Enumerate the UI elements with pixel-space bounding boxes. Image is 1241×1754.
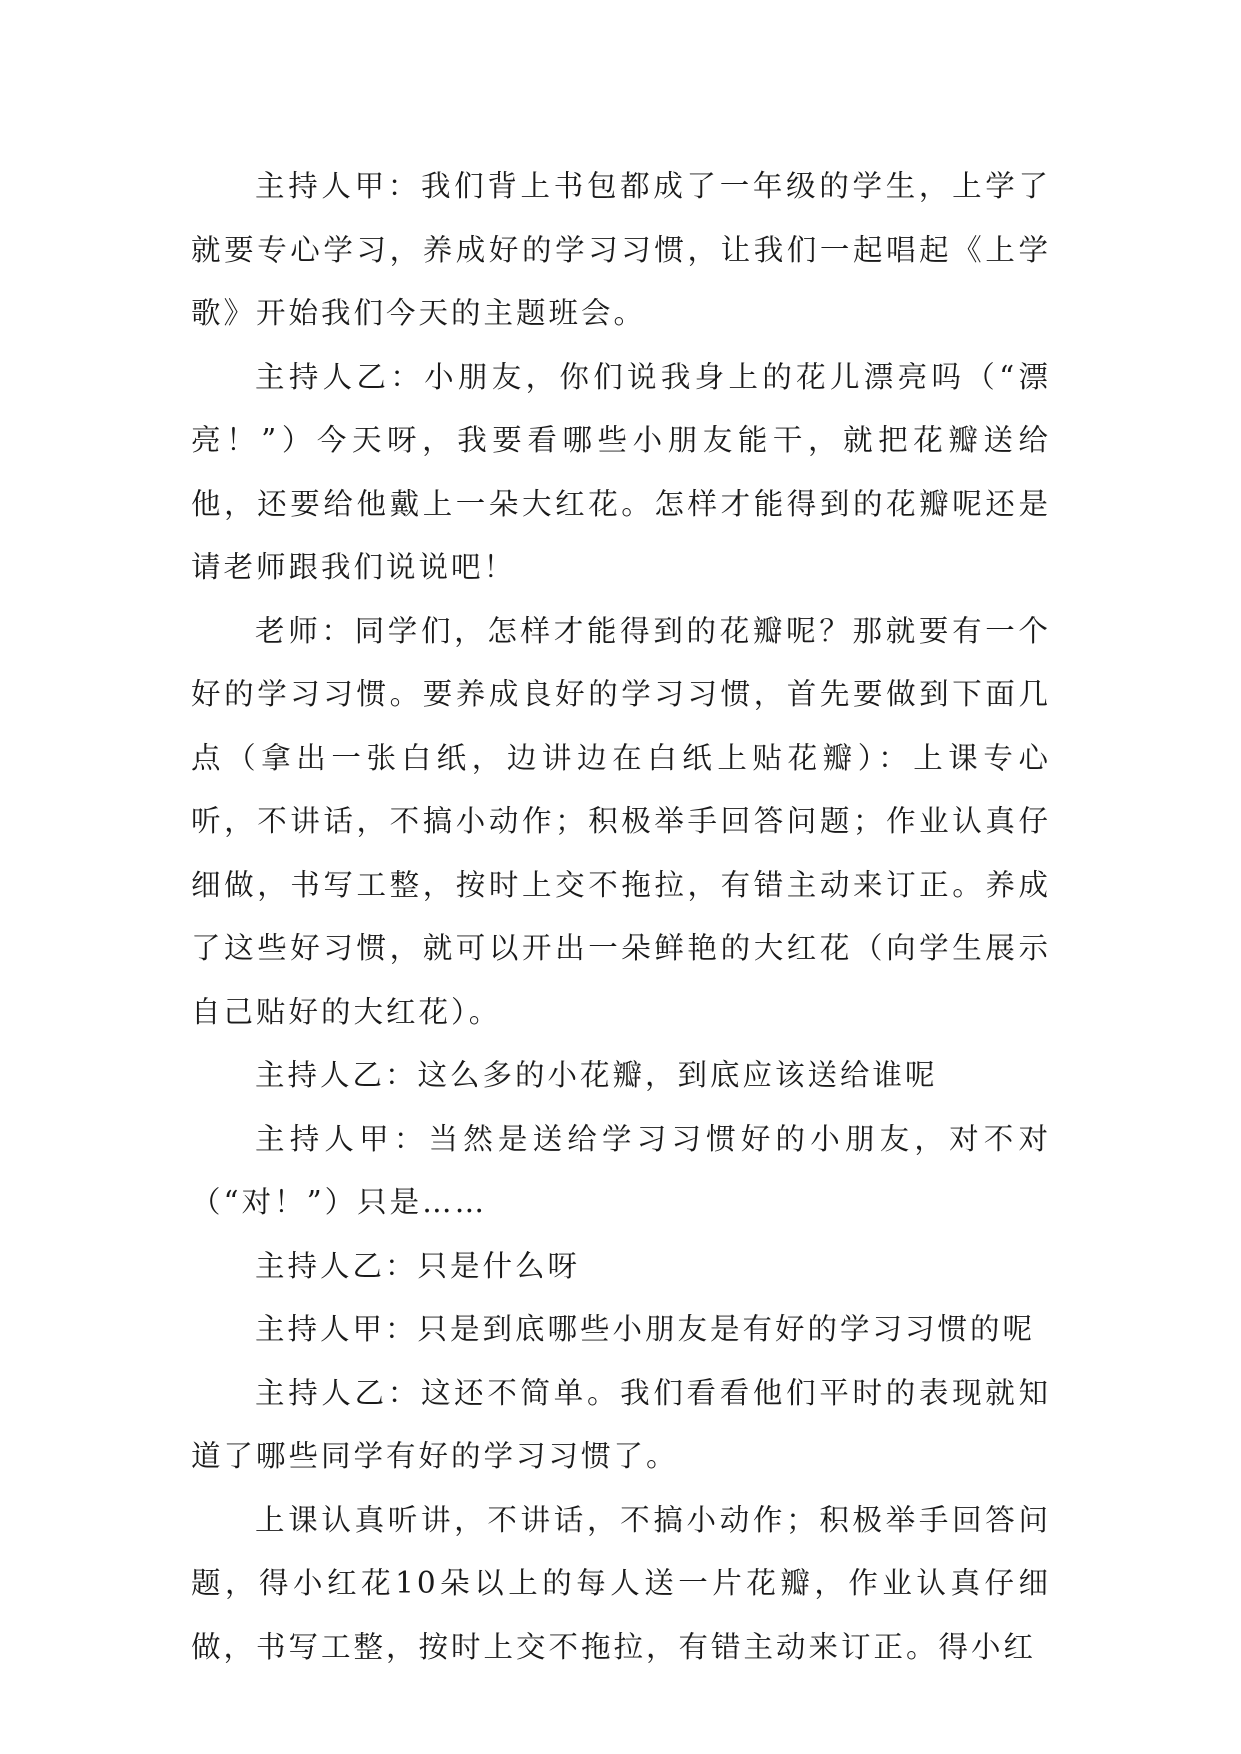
paragraph-teacher-habits: 老师：同学们，怎样才能得到的花瓣呢？那就要有一个好的学习习惯。要养成良好的学习习惯，首先要做到下面几点（拿出一张白纸，边讲边在白纸上贴花瓣）：上课专心听，不讲话，不搞小动作；积极举手回答问题；作业认真仔细做，书写工整，按时上交不拖拉，有错主动来订正。养成了这些好习惯，就可以开出一朵鲜艳的大红花（向学生展示自己贴好的大红花）。 (191, 613, 1051, 1029)
paragraph-host-a-which: 主持人甲：只是到底哪些小朋友是有好的学习习惯的呢 (255, 1312, 1036, 1346)
paragraph-rules: 上课认真听讲，不讲话，不搞小动作；积极举手回答问题，得小红花10朵以上的每人送一片花瓣，作业认真仔细做，书写工整，按时上交不拖拉，有错主动来订正。得小红 (191, 1502, 1051, 1664)
paragraph-host-b-what: 主持人乙：只是什么呀 (255, 1248, 581, 1283)
paragraph-host-b-flowers: 主持人乙：小朋友，你们说我身上的花儿漂亮吗（“漂亮！”）今天呀，我要看哪些小朋友能干，就把花瓣送给他，还要给他戴上一朵大红花。怎样才能得到的花瓣呢还是请老师跟我们说说吧！ (191, 359, 1051, 584)
paragraph-host-a-intro: 主持人甲：我们背上书包都成了一年级的学生，上学了就要专心学习，养成好的学习习惯，让我们一起唱起《上学歌》开始我们今天的主题班会。 (191, 169, 1051, 330)
paragraph-host-b-question: 主持人乙：这么多的小花瓣，到底应该送给谁呢 (255, 1058, 938, 1092)
paragraph-host-b-simple: 主持人乙：这还不简单。我们看看他们平时的表现就知道了哪些同学有好的学习习惯了。 (191, 1375, 1051, 1473)
paragraph-host-a-answer: 主持人甲：当然是送给学习习惯好的小朋友，对不对（“对！”）只是…… (191, 1121, 1051, 1219)
document-body (191, 155, 1051, 1679)
